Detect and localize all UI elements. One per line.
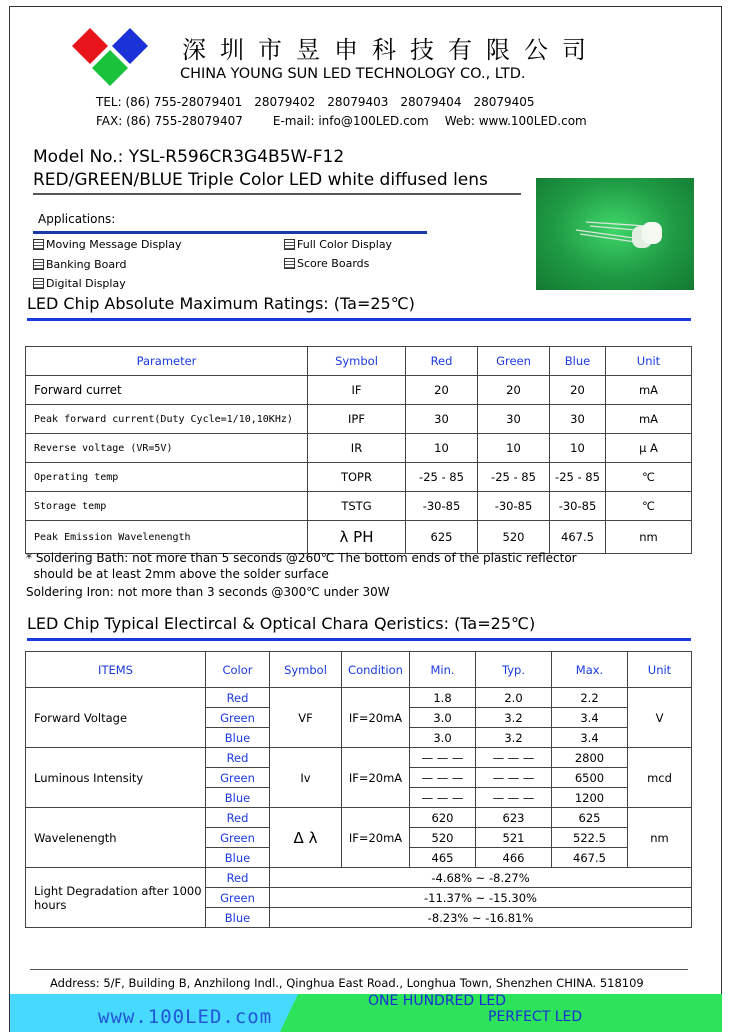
list-icon [33, 278, 44, 289]
table-row: Blue 3.0 3.2 3.4 [26, 728, 692, 748]
tel-line: TEL: (86) 755-28079401 28079402 28079403 28079404 28079405 [96, 95, 535, 109]
section-divider [27, 318, 691, 321]
typical-characteristics-table [25, 651, 692, 928]
applications-title: Applications: [38, 212, 116, 226]
list-icon [33, 239, 44, 250]
note-line: Soldering Iron: not more than 3 seconds @300℃ under 30W [26, 585, 390, 599]
table-row: Reverse voltage (VR=5V) IR 10 10 10 μ A [26, 434, 692, 463]
table-row: Green — — — — — — 6500 [26, 768, 692, 788]
table-row: Wavelenength Red Δ λ IF=20mA 620 623 625 nm [26, 808, 692, 828]
table-row: Forward curret IF 20 20 20 mA [26, 376, 692, 405]
divider [33, 193, 521, 195]
applications-underline [33, 231, 427, 234]
fax-line: FAX: (86) 755-28079407 E-mail: info@100LED.com Web: www.100LED.com [96, 114, 587, 128]
section-title-typical: LED Chip Typical Electircal & Optical Chara Qeristics: (Ta=25℃) [27, 614, 536, 633]
note-line: should be at least 2mm above the solder surface [26, 567, 329, 581]
table-row: Light Degradation after 1000 hours Red -4.68% ~ -8.27% [26, 868, 692, 888]
table-row: Green 520 521 522.5 [26, 828, 692, 848]
footer-website-link[interactable]: www.100LED.com [98, 1006, 273, 1028]
application-item: Score Boards [284, 257, 369, 270]
company-name-en: CHINA YOUNG SUN LED TECHNOLOGY CO., LTD. [180, 66, 526, 82]
table-row: Blue -8.23% ~ -16.81% [26, 908, 692, 928]
application-item: Digital Display [33, 277, 126, 290]
list-icon [284, 258, 295, 269]
list-icon [284, 239, 295, 250]
table-header-row: Parameter Symbol Red Green Blue Unit [26, 347, 692, 376]
table-row: Operating temp TOPR -25 - 85 -25 - 85 -25 - 85 ℃ [26, 463, 692, 492]
table-row: Green 3.0 3.2 3.4 [26, 708, 692, 728]
max-ratings-table [25, 346, 692, 554]
application-item: Banking Board [33, 258, 126, 271]
table-header-row: ITEMS Color Symbol Condition Min. Typ. Max. Unit [26, 652, 692, 688]
note-line: * Soldering Bath: not more than 5 seconds @260℃ The bottom ends of the plastic reflector [26, 551, 577, 565]
company-address: Address: 5/F, Building B, Anzhilong Indl., Qinghua East Road., Longhua Town, Shenzhen CHINA. 518109 [50, 976, 644, 990]
table-row: Luminous Intensity Red Iv IF=20mA — — — — — — 2800 mcd [26, 748, 692, 768]
table-row: Green -11.37% ~ -15.30% [26, 888, 692, 908]
section-divider [27, 638, 691, 641]
model-number: Model No.: YSL-R596CR3G4B5W-F12 [33, 147, 345, 167]
footer-tagline: ONE HUNDRED LED [368, 994, 507, 1009]
table-row: Forward Voltage Red VF IF=20mA 1.8 2.0 2.2 V [26, 688, 692, 708]
footer-banner [10, 994, 722, 1032]
table-row: Peak forward current(Duty Cycle=1/10,10KHz) IPF 30 30 30 mA [26, 405, 692, 434]
product-photo [536, 178, 694, 290]
list-icon [33, 259, 44, 270]
application-item: Full Color Display [284, 238, 392, 251]
footer-tagline: PERFECT LED [488, 1009, 583, 1025]
table-row: Blue 465 466 467.5 [26, 848, 692, 868]
section-title-max-ratings: LED Chip Absolute Maximum Ratings: (Ta=25℃) [27, 294, 415, 313]
table-row: Blue — — — — — — 1200 [26, 788, 692, 808]
table-row: Peak Emission Wavelenength λ PH 625 520 467.5 nm [26, 521, 692, 554]
product-subtitle: RED/GREEN/BLUE Triple Color LED white diffused lens [33, 170, 488, 190]
company-name-cn: 深圳市昱申科技有限公司 [182, 36, 600, 64]
table-row: Storage temp TSTG -30-85 -30-85 -30-85 ℃ [26, 492, 692, 521]
footer-divider [30, 969, 688, 970]
company-logo [72, 28, 152, 88]
application-item: Moving Message Display [33, 238, 182, 251]
